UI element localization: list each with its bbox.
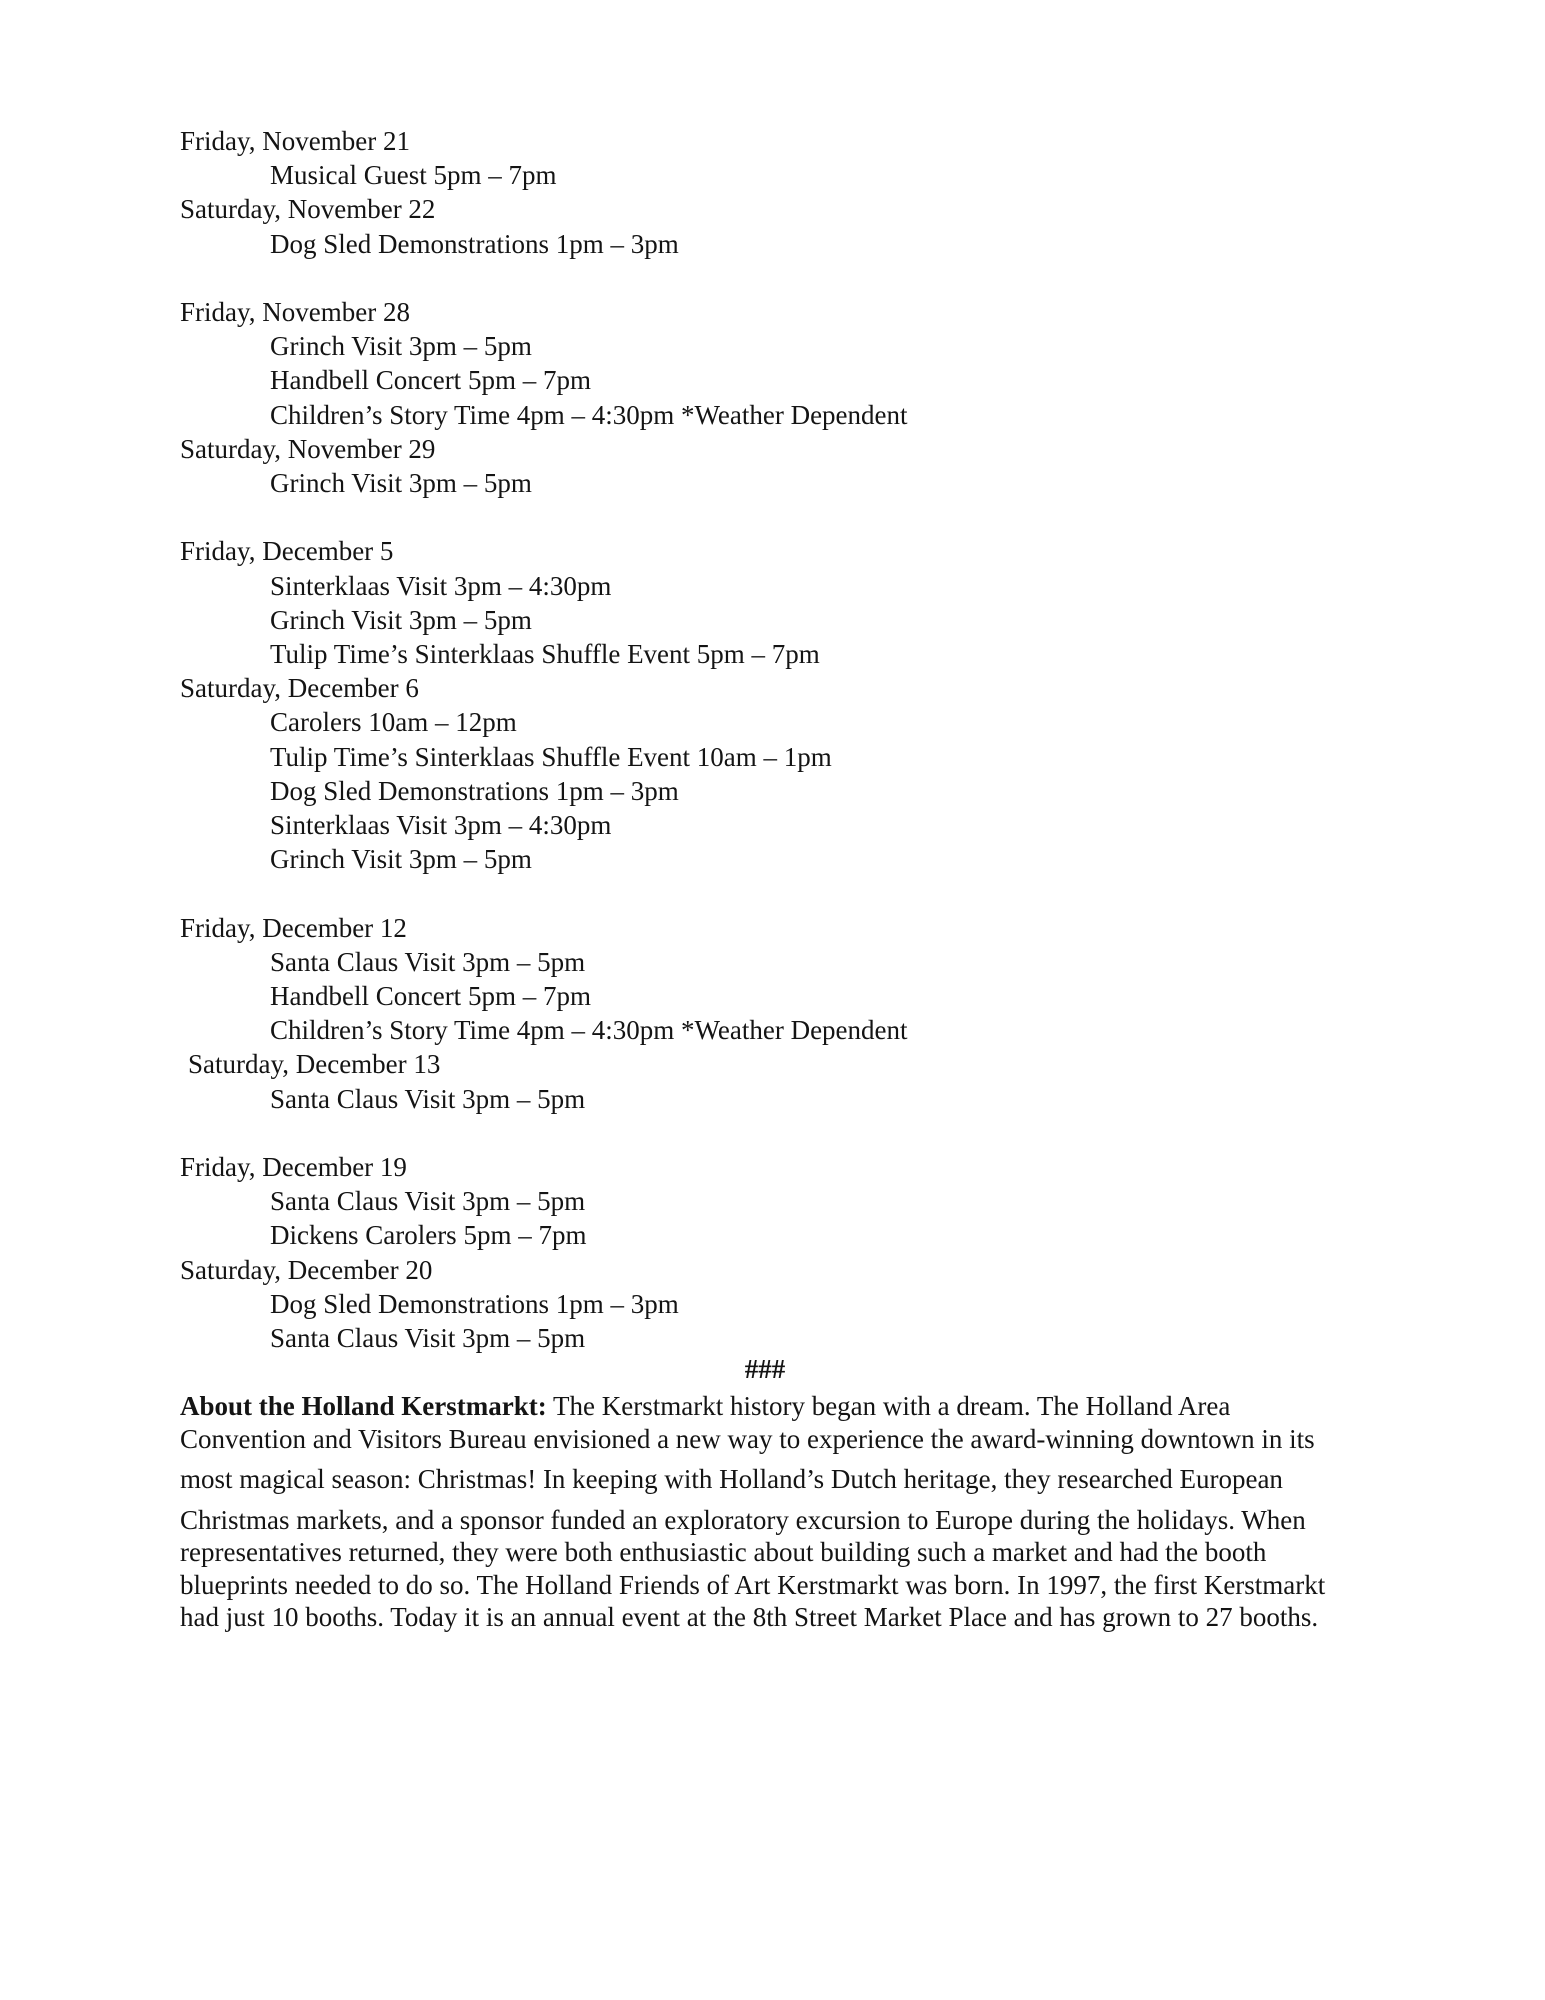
event-item: Handbell Concert 5pm – 7pm — [270, 981, 591, 1012]
day-group — [180, 1253, 1380, 1356]
day-group — [180, 1047, 1380, 1115]
event-item: Musical Guest 5pm – 7pm — [270, 160, 557, 191]
day-heading: Saturday, December 13 — [188, 1049, 441, 1080]
day-group — [180, 1150, 1380, 1253]
event-item: Carolers 10am – 12pm — [270, 707, 517, 738]
about-line-2: Convention and Visitors Bureau envisioned a new way to experience the award-winning downtown in its — [180, 1423, 1315, 1454]
event-item: Tulip Time’s Sinterklaas Shuffle Event 5pm – 7pm — [270, 639, 820, 670]
week-group — [180, 911, 1380, 1116]
about-line-7: had just 10 booths. Today it is an annual event at the 8th Street Market Place and has grown to 27 booths. — [180, 1602, 1319, 1632]
event-item: Grinch Visit 3pm – 5pm — [270, 331, 532, 362]
day-group — [180, 432, 1380, 500]
event-item: Dog Sled Demonstrations 1pm – 3pm — [270, 228, 679, 259]
about-label: About the Holland Kerstmarkt: — [180, 1391, 547, 1421]
day-group — [180, 671, 1380, 876]
day-group — [180, 124, 1380, 192]
day-group — [180, 295, 1380, 432]
about-line-1 — [180, 1390, 1360, 1423]
section-separator: ### — [744, 1354, 786, 1384]
week-group — [180, 295, 1380, 500]
day-heading: Saturday, November 29 — [180, 433, 436, 464]
event-item: Grinch Visit 3pm – 5pm — [270, 604, 532, 635]
about-text: The Kerstmarkt history began with a dream. The Holland Area — [546, 1391, 1231, 1421]
about-line-5: representatives returned, they were both enthusiastic about building such a market and had the booth — [180, 1537, 1267, 1567]
day-heading: Saturday, December 20 — [180, 1254, 433, 1285]
week-group — [180, 534, 1380, 876]
event-item: Grinch Visit 3pm – 5pm — [270, 844, 532, 875]
about-line-3: most magical season: Christmas! In keeping with Holland’s Dutch heritage, they researched European — [180, 1464, 1283, 1494]
week-group — [180, 124, 1380, 261]
event-schedule — [180, 124, 1380, 1355]
event-item: Dog Sled Demonstrations 1pm – 3pm — [270, 775, 679, 806]
day-group — [180, 192, 1380, 260]
event-item: Grinch Visit 3pm – 5pm — [270, 468, 532, 499]
day-heading: Friday, November 28 — [180, 297, 410, 327]
day-heading: Saturday, December 6 — [180, 673, 419, 704]
event-item: Handbell Concert 5pm – 7pm — [270, 365, 591, 396]
week-group — [180, 1150, 1380, 1355]
event-item: Tulip Time’s Sinterklaas Shuffle Event 10am – 1pm — [270, 741, 832, 772]
event-item: Children’s Story Time 4pm – 4:30pm *Weather Dependent — [270, 399, 908, 430]
event-item: Santa Claus Visit 3pm – 5pm — [270, 1083, 586, 1114]
event-item: Dog Sled Demonstrations 1pm – 3pm — [270, 1288, 679, 1319]
day-group — [180, 911, 1380, 1048]
about-section — [180, 1390, 1360, 1634]
about-line-4: Christmas markets, and a sponsor funded an exploratory excursion to Europe during the holidays. When — [180, 1504, 1306, 1535]
about-line-6: blueprints needed to do so. The Holland Friends of Art Kerstmarkt was born. In 1997, the first Kerstmarkt — [180, 1569, 1326, 1600]
day-heading: Friday, November 21 — [180, 126, 410, 156]
day-heading: Friday, December 12 — [180, 912, 407, 943]
day-heading: Friday, December 5 — [180, 536, 394, 567]
day-heading: Friday, December 19 — [180, 1152, 407, 1183]
event-item: Santa Claus Visit 3pm – 5pm — [270, 1323, 586, 1354]
event-item: Sinterklaas Visit 3pm – 4:30pm — [270, 810, 612, 841]
day-heading: Saturday, November 22 — [180, 194, 436, 225]
event-item: Dickens Carolers 5pm – 7pm — [270, 1220, 587, 1251]
event-item: Sinterklaas Visit 3pm – 4:30pm — [270, 570, 612, 601]
event-item: Santa Claus Visit 3pm – 5pm — [270, 946, 586, 977]
day-group — [180, 534, 1380, 671]
event-item: Children’s Story Time 4pm – 4:30pm *Weather Dependent — [270, 1015, 908, 1046]
event-item: Santa Claus Visit 3pm – 5pm — [270, 1186, 586, 1217]
